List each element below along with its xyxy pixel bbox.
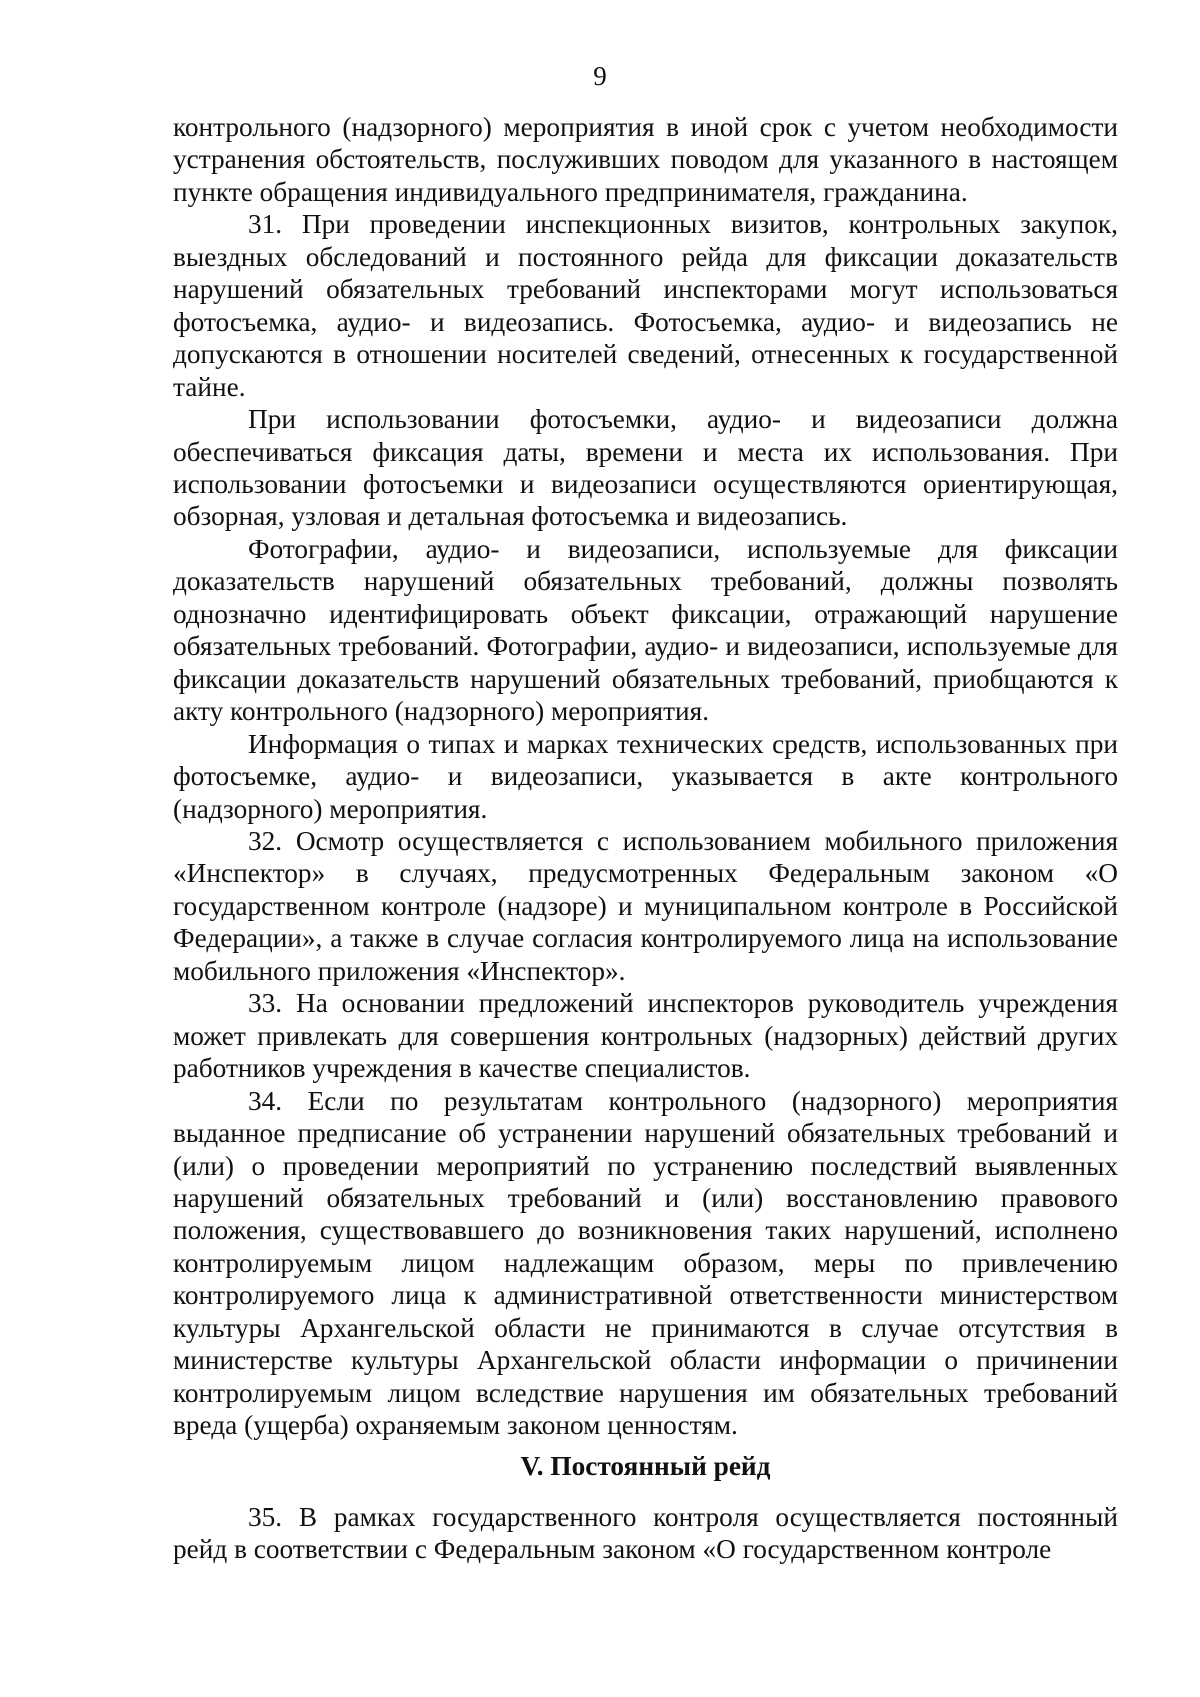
paragraph-33: 33. На основании предложений инспекторов руководитель учреждения может привлекать для совершения контрольных (надзорных) действий других работников учреждения в качестве специалистов. bbox=[173, 988, 1118, 1084]
paragraph-31-photo-evidence: Фотографии, аудио- и видеозаписи, используемые для фиксации доказательств нарушений обязательных требований, должны позволять однозначно идентифицировать объект фиксации, отражающий нарушение обязательных требований. Фотографии, аудио- и видеозаписи, используемые для фиксации доказательств нарушений обязательных требований, приобщаются к акту контрольного (надзорного) мероприятия. bbox=[173, 533, 1118, 727]
paragraph-35: 35. В рамках государственного контроля осуществляется постоянный рейд в соответствии с Федеральным законом «О государственном контроле bbox=[173, 1501, 1118, 1565]
paragraph-34: 34. Если по результатам контрольного (надзорного) мероприятия выданное предписание об устранении нарушений обязательных требований и (или) о проведении мероприятий по устранению последствий выявленных нарушений обязательных требований и (или) восстановлению правового положения, существовавшего до возникновения таких нарушений, исполнено контролируемым лицом надлежащим образом, меры по привлечению контролируемого лица к административной ответственности министерством культуры Архангельской области не принимаются в случае отсутствия в министерстве культуры Архангельской области информации о причинении контролируемым лицом вследствие нарушения им обязательных требований вреда (ущерба) охраняемым законом ценностям. bbox=[173, 1085, 1118, 1441]
page-number: 9 bbox=[593, 61, 607, 91]
document-body bbox=[173, 111, 1118, 1565]
paragraph-32: 32. Осмотр осуществляется с использованием мобильного приложения «Инспектор» в случаях, предусмотренных Федеральным законом «О государственном контроле (надзоре) и муниципальном контроле в Российской Федерации», а также в случае согласия контролируемого лица на использование мобильного приложения «Инспектор». bbox=[173, 825, 1118, 986]
paragraph-31-photo-requirements: При использовании фотосъемки, аудио- и видеозаписи должна обеспечиваться фиксация даты, времени и места их использования. При использовании фотосъемки и видеозаписи осуществляются ориентирующая, обзорная, узловая и детальная фотосъемка и видеозапись. bbox=[173, 404, 1118, 532]
paragraph-31-technical-means: Информация о типах и марках технических средств, использованных при фотосъемке, аудио- и видеозаписи, указывается в акте контрольного (надзорного) мероприятия. bbox=[173, 728, 1118, 824]
paragraph-31: 31. При проведении инспекционных визитов, контрольных закупок, выездных обследований и постоянного рейда для фиксации доказательств нарушений обязательных требований инспекторами могут использоваться фотосъемка, аудио- и видеозапись. Фотосъемка, аудио- и видеозапись не допускаются в отношении носителей сведений, отнесенных к государственной тайне. bbox=[173, 209, 1118, 402]
section-heading: V. Постоянный рейд bbox=[520, 1450, 771, 1481]
paragraph-continuation: контрольного (надзорного) мероприятия в иной срок с учетом необходимости устранения обстоятельств, послуживших поводом для указанного в настоящем пункте обращения индивидуального предпринимателя, гражданина. bbox=[173, 112, 1118, 207]
